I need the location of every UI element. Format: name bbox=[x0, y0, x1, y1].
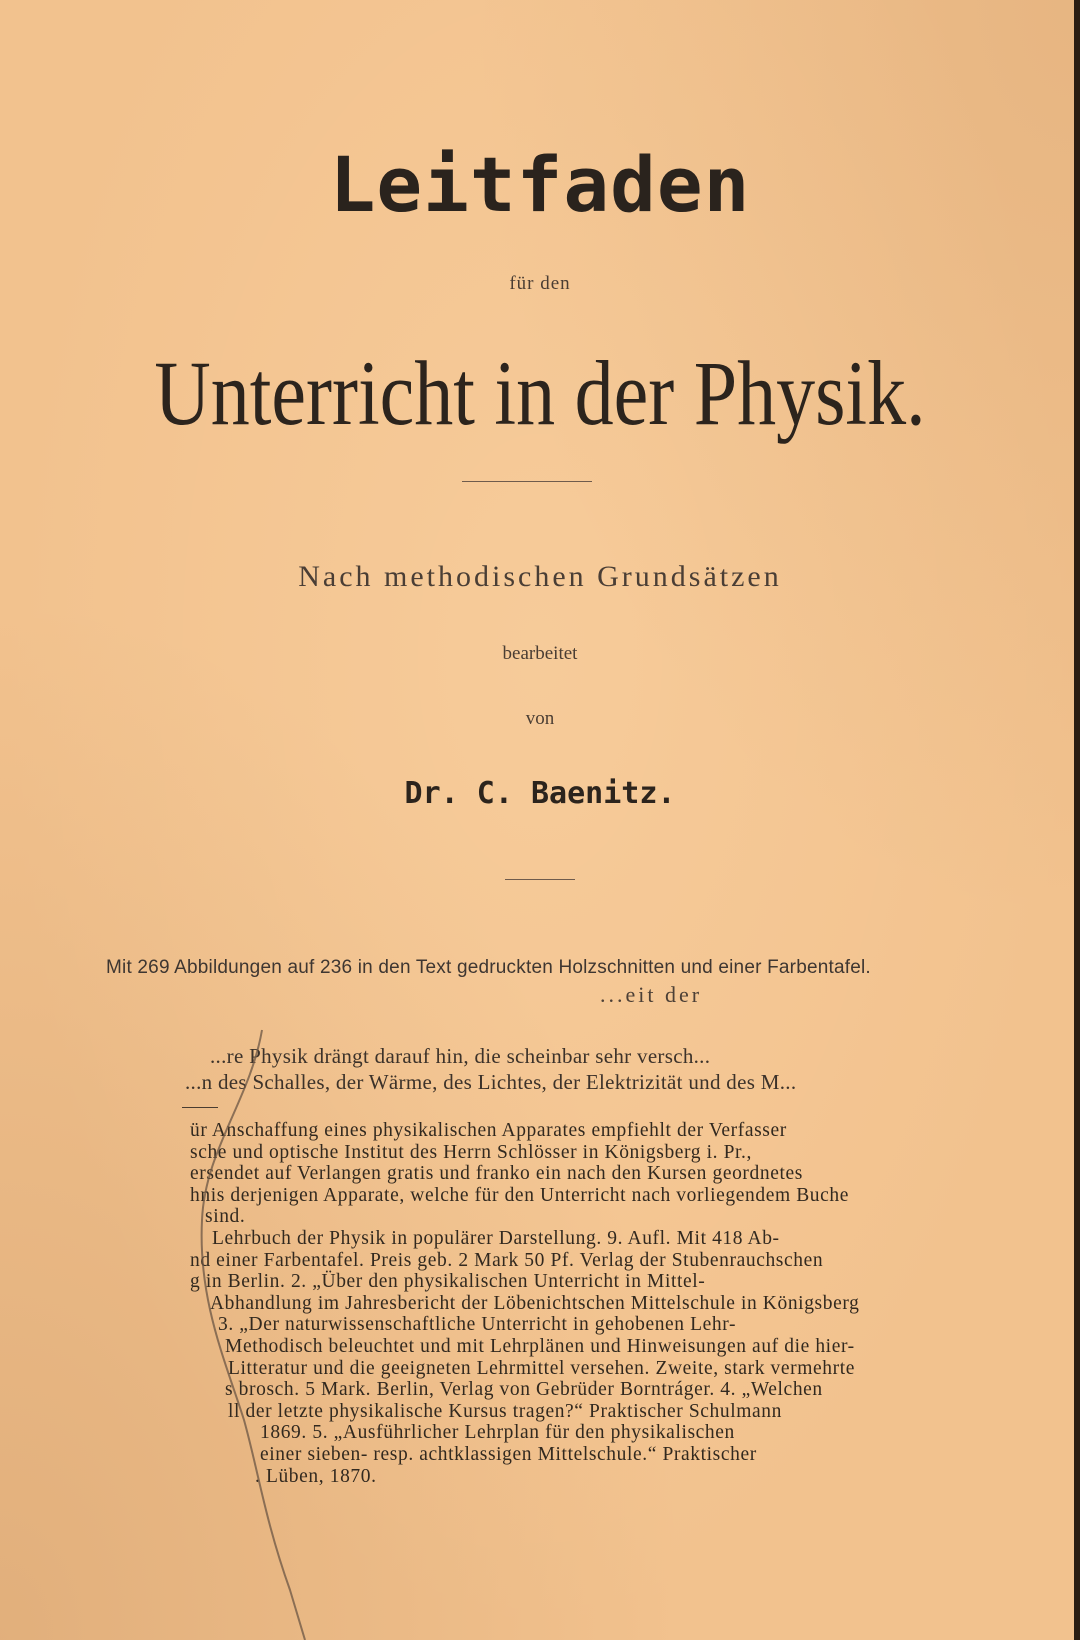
advertisement-line: sind. bbox=[205, 1206, 246, 1228]
advertisement-line: sche und optische Institut des Herrn Schlösser in Königsberg i. Pr., bbox=[190, 1141, 753, 1163]
method-line: Nach methodischen Grundsätzen bbox=[298, 560, 782, 593]
preface-line: ...re Physik drängt darauf hin, die scheinbar sehr versch... bbox=[210, 1044, 711, 1068]
advertisement-line: 3. „Der naturwissenschaftliche Unterricht in gehobenen Lehr- bbox=[218, 1314, 737, 1336]
advertisement-line: g in Berlin. 2. „Über den physikalischen Unterricht in Mittel- bbox=[190, 1271, 706, 1293]
advertisement-line: . Lüben, 1870. bbox=[255, 1465, 377, 1487]
illustrations-note: Mit 269 Abbildungen auf 236 in den Text gedruckten Holzschnitten und einer Farbentafel. bbox=[106, 957, 871, 978]
edited-label: bearbeitet bbox=[502, 643, 578, 664]
by-label: von bbox=[525, 708, 555, 729]
book-subtitle: Unterricht in der Physik. bbox=[154, 341, 926, 444]
advertisement-line: einer sieben- resp. achtklassigen Mittelschule.“ Praktischer bbox=[260, 1444, 757, 1465]
advertisement-line: ersendet auf Verlangen gratis und franko ein nach den Kursen geordnetes bbox=[190, 1163, 803, 1185]
advertisement-line: Litteratur und die geeigneten Lehrmittel versehen. Zweite, stark vermehrte bbox=[228, 1357, 855, 1379]
advertisement-line: Methodisch beleuchtet und mit Lehrplänen und Hinweisungen auf die hier- bbox=[225, 1336, 855, 1357]
preface-line: ...n des Schalles, der Wärme, des Lichtes, der Elektrizität und des M... bbox=[185, 1070, 797, 1094]
advertisement-line: Lehrbuch der Physik in populärer Darstellung. 9. Aufl. Mit 418 Ab- bbox=[212, 1228, 780, 1249]
advertisement-line: s brosch. 5 Mark. Berlin, Verlag von Gebrüder Borntráger. 4. „Welchen bbox=[225, 1379, 823, 1401]
title-connector: für den bbox=[509, 273, 571, 294]
advertisement-line: Abhandlung im Jahresbericht der Löbenichtschen Mittelschule in Königsberg bbox=[210, 1292, 860, 1314]
advertisement-line: ür Anschaffung eines physikalischen Apparates empfiehlt der Verfasser bbox=[190, 1120, 787, 1141]
book-title: Leitfaden bbox=[329, 140, 751, 229]
torn-fragment-text: ...eit der bbox=[600, 982, 703, 1007]
advertisement-line: nd einer Farbentafel. Preis geb. 2 Mark 50 Pf. Verlag der Stubenrauchschen bbox=[190, 1249, 824, 1271]
advertisement-line: ll der letzte physikalische Kursus tragen?“ Praktischer Schulmann bbox=[228, 1400, 782, 1422]
advertisement-line: hnis derjenigen Apparate, welche für den Unterricht nach vorliegendem Buche bbox=[190, 1184, 850, 1206]
advertisement-line: 1869. 5. „Ausführlicher Lehrplan für den physikalischen bbox=[260, 1422, 735, 1444]
author-name: Dr. C. Baenitz. bbox=[404, 776, 676, 811]
